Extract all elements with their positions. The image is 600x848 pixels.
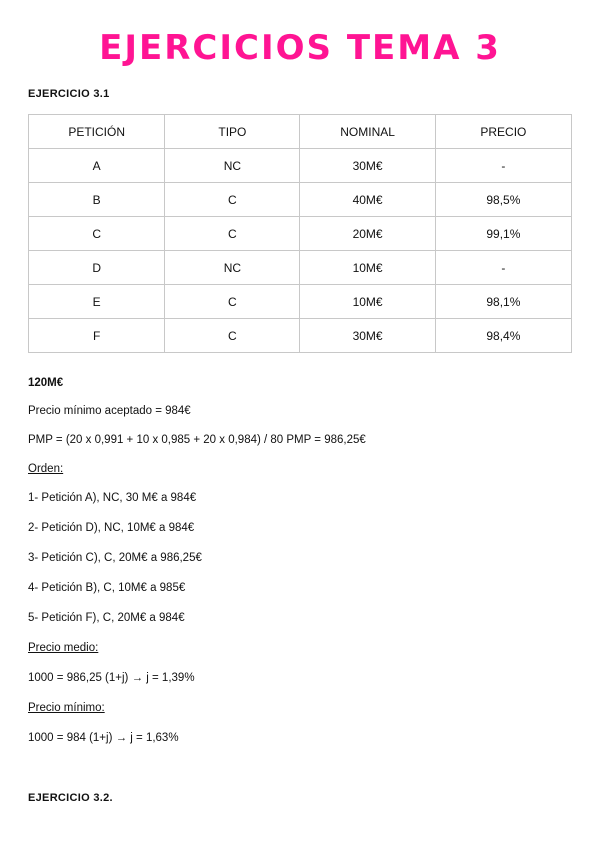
table-cell: 10M€ <box>300 285 435 319</box>
header-nominal: NOMINAL <box>300 115 435 149</box>
header-precio: PRECIO <box>435 115 571 149</box>
order-item: 1- Petición A), NC, 30 M€ a 984€ <box>28 492 197 504</box>
table-cell: C <box>29 217 165 251</box>
table-cell: - <box>435 149 571 183</box>
table-row <box>29 251 572 285</box>
table-row <box>29 183 572 217</box>
table-cell: 98,5% <box>435 183 571 217</box>
page-title: EJERCICIOS TEMA 3 <box>99 28 501 68</box>
exercise-1-heading: EJERCICIO 3.1 <box>28 88 110 100</box>
table-cell: C <box>165 183 300 217</box>
table-cell: - <box>435 251 571 285</box>
table-cell: 40M€ <box>300 183 435 217</box>
table-cell: C <box>165 217 300 251</box>
table-row <box>29 217 572 251</box>
table-cell: F <box>29 319 165 353</box>
table-cell: D <box>29 251 165 285</box>
table-row <box>29 149 572 183</box>
table-cell: 99,1% <box>435 217 571 251</box>
table-cell: C <box>165 319 300 353</box>
table-header-row <box>29 115 572 149</box>
order-label: Orden: <box>28 463 64 475</box>
order-item: 3- Petición C), C, 20M€ a 986,25€ <box>28 552 202 564</box>
table-cell: NC <box>165 149 300 183</box>
table-row <box>29 319 572 353</box>
table-cell: B <box>29 183 165 217</box>
table-cell: C <box>165 285 300 319</box>
table-cell: 98,4% <box>435 319 571 353</box>
avg-price-calculation: 1000 = 986,25 (1+j) → j = 1,39% <box>28 672 195 684</box>
total-nominal: 120M€ <box>28 377 64 389</box>
min-price-calculation: 1000 = 984 (1+j) → j = 1,63% <box>28 732 179 744</box>
petitions-table <box>28 114 572 353</box>
table-cell: 20M€ <box>300 217 435 251</box>
table-cell: E <box>29 285 165 319</box>
table-cell: NC <box>165 251 300 285</box>
table-cell: 30M€ <box>300 319 435 353</box>
table-cell: 98,1% <box>435 285 571 319</box>
avg-price-label: Precio medio: <box>28 642 99 654</box>
pmp-calculation: PMP = (20 x 0,991 + 10 x 0,985 + 20 x 0,984) / 80 PMP = 986,25€ <box>28 434 366 446</box>
order-item: 5- Petición F), C, 20M€ a 984€ <box>28 612 185 624</box>
order-item: 2- Petición D), NC, 10M€ a 984€ <box>28 522 195 534</box>
exercise-2-heading: EJERCICIO 3.2. <box>28 792 113 804</box>
table-cell: A <box>29 149 165 183</box>
order-item: 4- Petición B), C, 10M€ a 985€ <box>28 582 186 594</box>
min-accepted-price: Precio mínimo aceptado = 984€ <box>28 405 191 417</box>
header-tipo: TIPO <box>165 115 300 149</box>
min-price-label: Precio mínimo: <box>28 702 105 714</box>
table-row <box>29 285 572 319</box>
header-peticion: PETICIÓN <box>29 115 165 149</box>
table-cell: 10M€ <box>300 251 435 285</box>
table-cell: 30M€ <box>300 149 435 183</box>
